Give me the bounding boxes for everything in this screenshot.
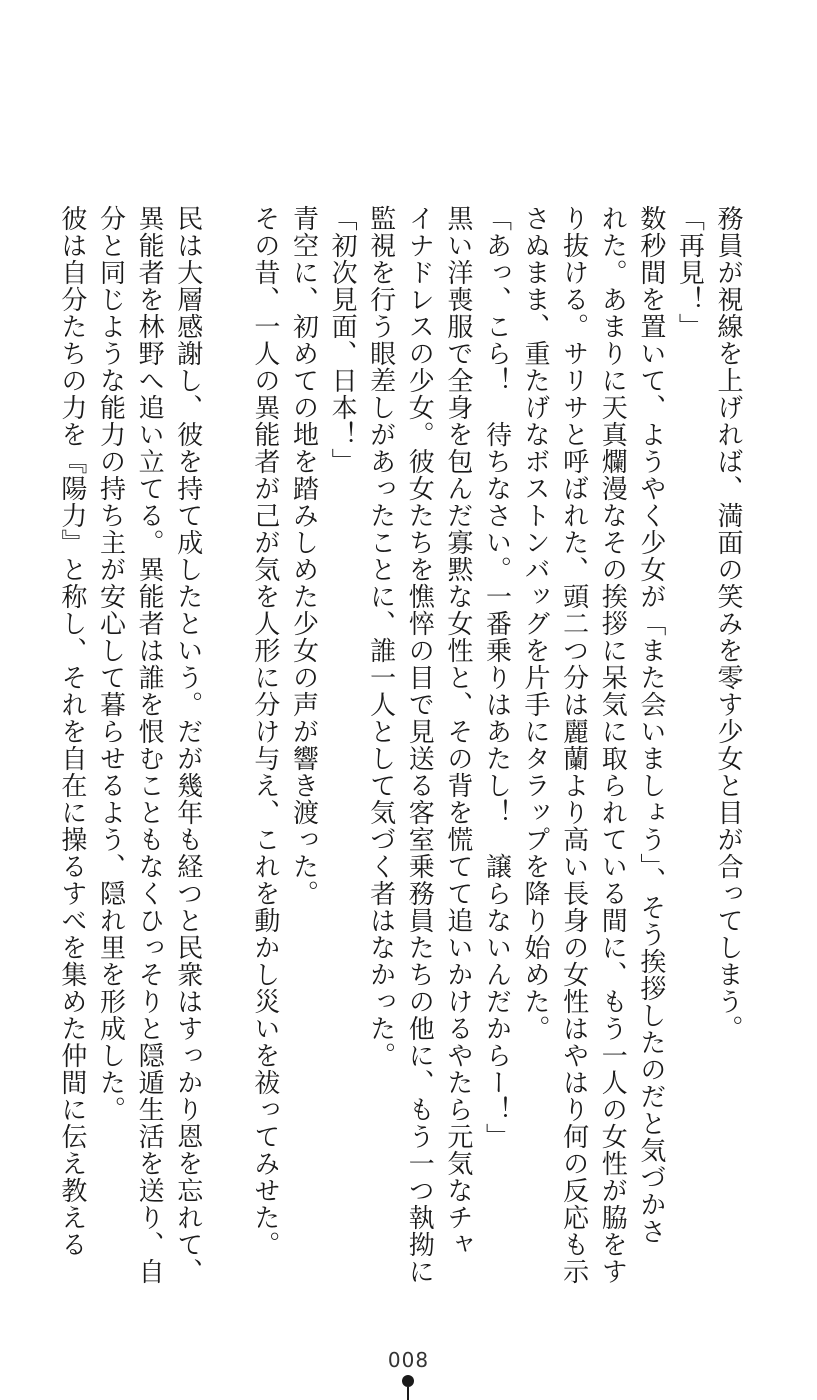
text-line: 「再見！」 bbox=[674, 205, 705, 340]
text-line: 数秒間を置いて、ようやく少女が「また会いましょう」、そう挨拶したのだと気づかさ bbox=[635, 205, 666, 1245]
body-text bbox=[47, 205, 747, 1285]
page-number: 008 bbox=[387, 1348, 430, 1372]
page-marker-dot bbox=[402, 1375, 414, 1387]
text-line: イナドレスの少女。彼女たちを憔悴の目で見送る客室乗務員たちの他に、もう一つ執拗に bbox=[404, 205, 435, 1285]
text-line: 黒い洋喪服で全身を包んだ寡黙な女性と、その背を慌てて追いかけるやたら元気なチャ bbox=[442, 205, 473, 1258]
text-line: 「初次見面、日本！」 bbox=[327, 205, 358, 475]
text-line: 監視を行う眼差しがあったことに、誰一人として気づく者はなかった。 bbox=[365, 205, 396, 1069]
text-line: 異能者を林野へ追い立てる。異能者は誰を恨むこともなくひっそりと隠遁生活を送り、自 bbox=[134, 205, 165, 1285]
text-line: その昔、一人の異能者が己が気を人形に分け与え、これを動かし災いを祓ってみせた。 bbox=[249, 205, 280, 1258]
text-line: 分と同じような能力の持ち主が安心して暮らせるよう、隠れ里を形成した。 bbox=[95, 205, 126, 1123]
page-marker-tick bbox=[407, 1387, 409, 1400]
text-line: さぬまま、重たげなボストンバッグを片手にタラップを降り始めた。 bbox=[520, 205, 551, 1042]
text-line: り抜ける。サリサと呼ばれた、頭二つ分は麗蘭より高い長身の女性はやはり何の反応も示 bbox=[558, 205, 589, 1285]
text-line: 務員が視線を上げれば、満面の笑みを零す少女と目が合ってしまう。 bbox=[713, 205, 743, 1042]
text-line: れた。あまりに天真爛漫なその挨拶に呆気に取られている間に、もう一人の女性が脇をす bbox=[597, 205, 628, 1285]
text-line: 彼は自分たちの力を『陽力』と称し、それを自在に操るすべを集めた仲間に伝え教える bbox=[56, 205, 87, 1258]
text-line: 「あっ、こら！ 待ちなさい。一番乗りはあたし！ 譲らないんだからー！」 bbox=[481, 205, 512, 1150]
text-line: 民は大層感謝し、彼を持て成したという。だが幾年も経つと民衆はすっかり恩を忘れて、 bbox=[172, 205, 203, 1285]
text-line: 青空に、初めての地を踏みしめた少女の声が響き渡った。 bbox=[288, 205, 319, 907]
